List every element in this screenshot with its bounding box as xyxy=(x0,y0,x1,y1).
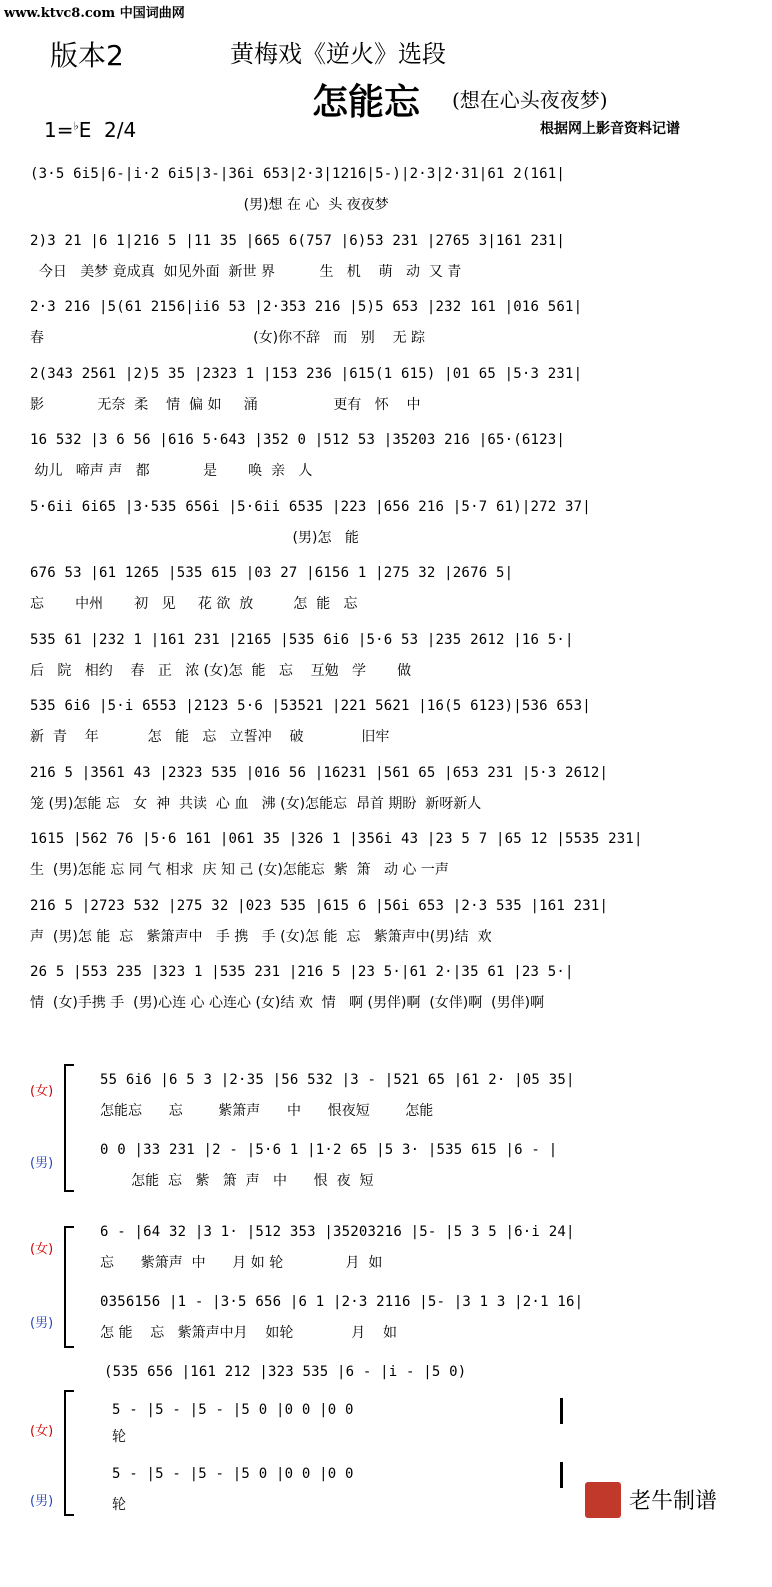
song-title: 怎能忘 xyxy=(312,82,421,123)
female-voice-label: (女) xyxy=(30,1242,54,1257)
male-lyrics: 轮 xyxy=(112,1497,126,1513)
key-note: E xyxy=(78,118,92,142)
male-notation: 0 0 |33 231 |2 - |5·6 1 |1·2 65 |5 3· |535 615 |6 - | xyxy=(100,1142,558,1158)
lyrics-line: 生 (男)怎能 忘 同 气 相求 庆 知 己 (女)怎能忘 紫 箫 动 心 一声 xyxy=(30,862,449,878)
instrumental-notation: (535 656 |161 212 |323 535 |6 - |i - |5 0) xyxy=(104,1364,467,1380)
male-voice-label: (男) xyxy=(30,1156,54,1171)
lyrics-line: 忘 中州 初 见 花 欲 放 怎 能 忘 xyxy=(30,596,358,612)
lyrics-line: 幼儿 啼声 声 都 是 唤 亲 人 xyxy=(30,463,313,479)
lyrics-line: (男)想 在 心 头 夜夜梦 xyxy=(30,197,389,213)
notation-line: 535 61 |232 1 |161 231 |2165 |535 6i6 |5·6 53 |235 2612 |16 5·| xyxy=(30,631,574,648)
duet-brace xyxy=(64,1390,74,1516)
duet-brace xyxy=(64,1226,74,1348)
final-barline xyxy=(560,1462,563,1488)
lyrics-line: 笼 (男)怎能 忘 女 神 共读 心 血 沸 (女)怎能忘 昂首 期盼 新呀新人 xyxy=(30,795,482,812)
female-notation: 5 - |5 - |5 - |5 0 |0 0 |0 0 xyxy=(112,1402,354,1418)
notation-line: 535 6i6 |5·i 6553 |2123 5·6 |53521 |221 5621 |16(5 6123)|536 653| xyxy=(30,698,591,714)
notation-line: 1615 |562 76 |5·6 161 |061 35 |326 1 |356i 43 |23 5 7 |65 12 |5535 231| xyxy=(30,831,643,847)
male-notation: 0356156 |1 - |3·5 656 |6 1 |2·3 2116 |5- |3 1 3 |2·1 16| xyxy=(100,1294,584,1310)
female-notation: 6 - |64 32 |3 1· |512 353 |35203216 |5- |5 3 5 |6·i 24| xyxy=(100,1224,575,1240)
lyrics-line: 后 院 相约 春 正 浓 (女)怎 能 忘 互勉 学 做 xyxy=(30,662,412,679)
notation-line: 216 5 |3561 43 |2323 535 |016 56 |16231 |561 65 |653 231 |5·3 2612| xyxy=(30,764,609,781)
notation-line: 676 53 |61 1265 |535 615 |03 27 |6156 1 |275 32 |2676 5| xyxy=(30,565,514,581)
notation-line: 2(343 2561 |2)5 35 |2323 1 |153 236 |615(1 615) |01 65 |5·3 231| xyxy=(30,365,583,382)
version-label: 版本2 xyxy=(50,39,124,72)
opera-title: 黄梅戏《逆火》选段 xyxy=(230,40,446,68)
female-voice-label: (女) xyxy=(30,1424,54,1439)
logo xyxy=(585,1478,735,1524)
lyrics-line: 影 无奈 柔 情 偏 如 涌 更有 怀 中 xyxy=(30,396,421,413)
notation-line: 216 5 |2723 532 |275 32 |023 535 |615 6 |56i 653 |2·3 535 |161 231| xyxy=(30,897,609,914)
lyrics-line: 春 (女)你不辞 而 别 无 踪 xyxy=(30,330,426,346)
notation-line: 5·6ii 6i65 |3·535 656i |5·6ii 6535 |223 |656 216 |5·7 61)|272 37| xyxy=(30,498,591,515)
female-notation: 55 6i6 |6 5 3 |2·35 |56 532 |3 - |521 65 |61 2· |05 35| xyxy=(100,1072,575,1088)
duet-brace xyxy=(64,1064,74,1192)
male-voice-label: (男) xyxy=(30,1494,54,1509)
flat-icon: ♭ xyxy=(73,119,79,133)
transcription-source: 根据网上影音资料记谱 xyxy=(540,121,680,137)
song-subtitle: (想在心头夜夜梦) xyxy=(452,88,608,112)
female-voice-label: (女) xyxy=(30,1084,54,1099)
notation-line: 26 5 |553 235 |323 1 |535 231 |216 5 |23 5·|61 2·|35 61 |23 5·| xyxy=(30,964,574,980)
key-prefix: 1= xyxy=(44,118,74,142)
notation-line: 16 532 |3 6 56 |616 5·643 |352 0 |512 53 |35203 216 |65·(6123| xyxy=(30,432,565,448)
female-lyrics: 忘 紫箫声 中 月 如 轮 月 如 xyxy=(100,1255,383,1271)
notation-line: 2)3 21 |6 1|216 5 |11 35 |665 6(757 |6)53 231 |2765 3|161 231| xyxy=(30,232,565,249)
female-lyrics: 轮 xyxy=(112,1429,126,1445)
site-watermark: www.ktvc8.com 中国词曲网 xyxy=(4,6,185,21)
male-lyrics: 怎 能 忘 紫箫声中月 如轮 月 如 xyxy=(100,1325,398,1341)
time-signature: 2/4 xyxy=(104,118,137,142)
ox-logo-icon xyxy=(585,1482,621,1518)
male-lyrics: 怎能 忘 紫 箫 声 中 恨 夜 短 xyxy=(100,1173,374,1189)
lyrics-line: (男)怎 能 xyxy=(30,529,359,546)
logo-text: 老牛制谱 xyxy=(629,1489,718,1514)
male-notation: 5 - |5 - |5 - |5 0 |0 0 |0 0 xyxy=(112,1466,354,1482)
final-barline xyxy=(560,1398,563,1424)
lyrics-line: 情 (女)手携 手 (男)心连 心 心连心 (女)结 欢 情 啊 (男伴)啊 (女伴)啊 (男伴)啊 xyxy=(30,995,545,1011)
male-voice-label: (男) xyxy=(30,1316,54,1331)
key-signature xyxy=(44,118,136,142)
lyrics-line: 今日 美梦 竟成真 如见外面 新世 界 生 机 萌 动 又 青 xyxy=(30,263,462,280)
lyrics-line: 声 (男)怎 能 忘 紫箫声中 手 携 手 (女)怎 能 忘 紫箫声中(男)结 欢 xyxy=(30,928,492,945)
female-lyrics: 怎能忘 忘 紫箫声 中 恨夜短 怎能 xyxy=(100,1103,434,1119)
notation-line: (3·5 6i5|6-|i·2 6i5|3-|36i 653|2·3|1216|5-)|2·3|2·31|61 2(161| xyxy=(30,166,565,182)
notation-line: 2·3 216 |5(61 2156|ii6 53 |2·353 216 |5)5 653 |232 161 |016 561| xyxy=(30,299,583,315)
lyrics-line: 新 青 年 怎 能 忘 立誓冲 破 旧牢 xyxy=(30,729,390,745)
